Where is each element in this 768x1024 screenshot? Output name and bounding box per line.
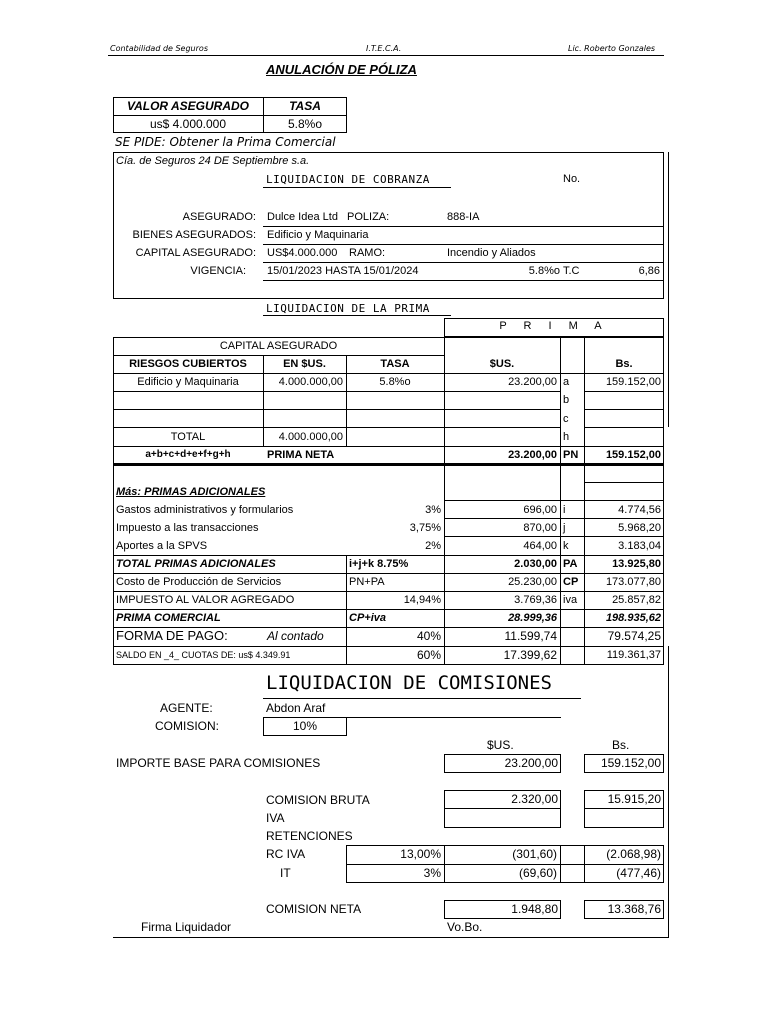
add1-letter: j (563, 522, 566, 534)
add0-sus: 696,00 (523, 504, 557, 516)
total-value: 4.000.000,00 (278, 431, 343, 443)
rciva-sus: (301,60) (512, 847, 557, 861)
asegurado-value: Dulce Idea Ltd (267, 211, 338, 223)
summary-header-valor: VALOR ASEGURADO (126, 99, 249, 113)
row1-letter: a (563, 376, 570, 388)
bruta-sus: 2.320,00 (511, 792, 558, 806)
forma-pago-bs: 79.574,25 (607, 629, 661, 643)
add1-pct: 3,75% (409, 522, 441, 534)
comercial-sus: 28.999,36 (508, 612, 557, 624)
poliza-value: 888-IA (447, 211, 480, 223)
comisiones-bs-header: Bs. (612, 738, 630, 752)
costo-letter: CP (563, 576, 579, 588)
retenciones-label: RETENCIONES (266, 829, 353, 843)
header-rule (108, 55, 664, 56)
saldo-sus: 17.399,62 (503, 648, 557, 662)
no-label: No. (563, 173, 581, 185)
col-bs: Bs. (615, 358, 633, 370)
col-tasa: TASA (380, 358, 410, 370)
summary-valor: us$ 4.000.000 (149, 117, 227, 131)
add0-label: Gastos administrativos y formularios (116, 504, 294, 516)
tc-value: 6,86 (638, 265, 660, 277)
iva-letter: iva (563, 594, 578, 606)
row1-tasa: 5.8%o (379, 376, 411, 388)
rciva-label: RC IVA (266, 847, 306, 861)
ramo-value: Incendio y Aliados (447, 247, 536, 259)
poliza-label: POLIZA: (347, 211, 390, 223)
comisiones-title: LIQUIDACION DE COMISIONES (266, 672, 552, 694)
iva-com-label: IVA (266, 811, 285, 825)
letter-b: b (563, 394, 570, 406)
rciva-bs: (2.068,98) (606, 847, 661, 861)
neta-com-label: COMISION NETA (266, 902, 362, 916)
header-center: I.T.E.C.A. (366, 44, 402, 53)
base-sus: 23.200,00 (504, 756, 558, 770)
costo-label: Costo de Producción de Servicios (116, 576, 282, 588)
liq-cobranza-title: LIQUIDACION DE COBRANZA (266, 173, 430, 186)
agente-value: Abdon Araf (266, 701, 326, 715)
asegurado-label: ASEGURADO: (182, 211, 256, 223)
base-label: IMPORTE BASE PARA COMISIONES (116, 756, 321, 770)
bienes-label: BIENES ASEGURADOS: (132, 229, 256, 241)
add1-sus: 870,00 (523, 522, 557, 534)
vigencia-label: VIGENCIA: (190, 265, 246, 277)
neta-bs: 159.152,00 (605, 449, 661, 461)
mas-primas-adicionales: Más: PRIMAS ADICIONALES (116, 486, 266, 498)
add0-letter: i (563, 504, 566, 516)
saldo-label: SALDO EN _4_ CUOTAS DE: us$ 4.349.91 (116, 650, 291, 660)
total-adic-sus: 2.030,00 (514, 558, 557, 570)
costo-bs: 173.077,80 (605, 576, 661, 588)
add0-bs: 4.774,56 (618, 504, 661, 516)
summary-tasa: 5.8%o (287, 117, 323, 131)
header-right: Lic. Roberto Gonzales (568, 44, 656, 53)
ramo-label: RAMO: (349, 247, 386, 259)
neta-formula: a+b+c+d+e+f+g+h (145, 449, 231, 460)
comision-label: COMISION: (155, 719, 220, 733)
tc-label: T.C (563, 265, 580, 277)
total-adic-label: TOTAL PRIMAS ADICIONALES (116, 558, 276, 570)
total-adic-letter: PA (563, 558, 578, 570)
iva-bs: 25.857,82 (612, 594, 661, 606)
iva-label: IMPUESTO AL VALOR AGREGADO (116, 594, 295, 606)
it-label: IT (280, 866, 291, 880)
col-riesgos: RIESGOS CUBIERTOS (129, 358, 247, 370)
comercial-label: PRIMA COMERCIAL (116, 612, 221, 624)
it-sus: (69,60) (518, 866, 557, 880)
add2-sus: 464,00 (523, 540, 557, 552)
bruta-label: COMISION BRUTA (266, 793, 370, 807)
add0-pct: 3% (425, 504, 441, 516)
neta-letter: PN (563, 449, 579, 461)
costo-formula: PN+PA (349, 576, 385, 588)
header-left: Contabilidad de Seguros (110, 44, 208, 53)
base-bs: 159.152,00 (600, 756, 661, 770)
company-name: Cía. de Seguros 24 DE Septiembre s.a. (116, 155, 310, 167)
add2-letter: k (563, 540, 569, 552)
costo-sus: 25.230,00 (508, 576, 557, 588)
total-adic-bs: 13.925,80 (612, 558, 661, 570)
liq-prima-title: LIQUIDACION DE LA PRIMA (266, 302, 430, 315)
iva-pct: 14,94% (403, 594, 441, 606)
vigencia-value: 15/01/2023 HASTA 15/01/2024 (267, 265, 419, 277)
row1-sus: 23.200,00 (508, 376, 557, 388)
iva-sus: 3.769,36 (514, 594, 557, 606)
capital-asegurado-header: CAPITAL ASEGURADO (219, 340, 338, 352)
bruta-bs: 15.915,20 (607, 792, 661, 806)
se-pide: SE PIDE: Obtener la Prima Comercial (115, 135, 336, 149)
prima-header: P R I M A (499, 320, 609, 332)
add2-pct: 2% (425, 540, 441, 552)
comisiones-sus-header: $US. (487, 738, 514, 752)
forma-pago-value: Al contado (267, 629, 324, 643)
forma-pago-pct: 40% (416, 629, 441, 643)
neta-com-bs: 13.368,76 (607, 902, 661, 916)
neta-com-sus: 1.948,80 (511, 902, 558, 916)
capital-label: CAPITAL ASEGURADO: (135, 247, 256, 259)
saldo-bs: 119.361,37 (606, 649, 661, 661)
comision-value: 10% (292, 719, 318, 733)
vobo: Vo.Bo. (447, 920, 483, 934)
saldo-pct: 60% (416, 648, 441, 662)
row1-riesgo: Edificio y Maquinaria (137, 376, 239, 388)
forma-pago-sus: 11.599,74 (504, 629, 557, 643)
total-label: TOTAL (170, 431, 206, 443)
page-title: ANULACIÓN DE PÓLIZA (266, 62, 417, 77)
comercial-bs: 198.935,62 (605, 612, 661, 624)
add2-label: Aportes a la SPVS (116, 540, 208, 552)
capital-value: US$4.000.000 (267, 247, 338, 259)
row1-bs: 159.152,00 (605, 376, 661, 388)
agente-label: AGENTE: (160, 701, 213, 715)
forma-pago-label: FORMA DE PAGO: (116, 628, 228, 643)
col-sus: $US. (489, 358, 515, 370)
row1-ensus: 4.000.000,00 (278, 376, 343, 388)
letter-h: h (563, 431, 570, 443)
vigencia-tasa: 5.8%o (528, 265, 560, 277)
rciva-pct: 13,00% (400, 847, 441, 861)
summary-header-tasa: TASA (289, 99, 321, 113)
add1-label: Impuesto a las transacciones (116, 522, 259, 534)
add1-bs: 5.968,20 (618, 522, 661, 534)
neta-label: PRIMA NETA (267, 449, 335, 461)
firma-liquidador: Firma Liquidador (141, 920, 232, 934)
bienes-value: Edificio y Maquinaria (267, 229, 369, 241)
comercial-formula: CP+iva (349, 612, 386, 624)
col-ensus: EN $US. (283, 358, 326, 370)
add2-bs: 3.183,04 (618, 540, 661, 552)
it-pct: 3% (423, 866, 441, 880)
total-adic-formula: i+j+k 8.75% (349, 558, 409, 570)
letter-c: c (563, 413, 569, 425)
it-bs: (477,46) (616, 866, 661, 880)
neta-sus: 23.200,00 (508, 449, 557, 461)
